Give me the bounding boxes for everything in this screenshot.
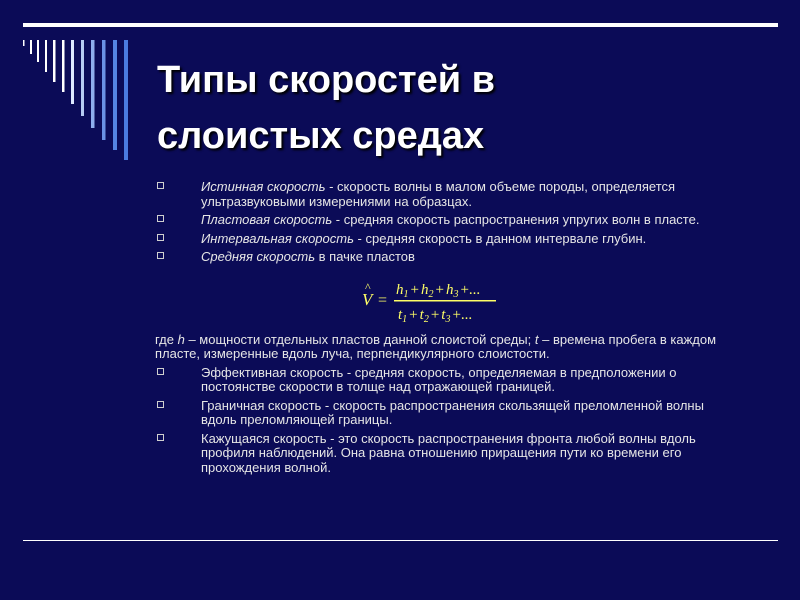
- bullet-interval-velocity: [155, 232, 735, 247]
- note-text: где: [155, 331, 178, 347]
- square-bullet-icon: [157, 215, 164, 222]
- formula-lhs: V: [362, 289, 373, 309]
- bullet-text: в пачке пластов: [315, 249, 415, 264]
- formula-row: [155, 269, 735, 327]
- formula-denominator: $t_1 + t_2 + t_3$ +...: [398, 306, 473, 325]
- bullet-true-velocity: [155, 180, 735, 209]
- formula-lhs-hat: ^: [365, 279, 371, 294]
- bullet-text: Эффективная скорость - средняя скорость, определяемая в предположении о постоянстве скорости в толще над отражающей границей.: [201, 364, 677, 394]
- bullet-term: Пластовая скорость: [201, 212, 333, 227]
- bullet-term: Истинная скорость: [201, 179, 326, 194]
- square-bullet-icon: [157, 234, 164, 241]
- bullet-layer-velocity: [155, 213, 735, 228]
- bullet-term: Средняя скорость: [201, 249, 316, 264]
- note-text: – времена пробега в каждом пласте, измеренные вдоль луча, перпендикулярного слоистости.: [155, 331, 717, 361]
- square-bullet-icon: [157, 434, 164, 441]
- note-symbol-h: h: [177, 331, 185, 347]
- square-bullet-icon: [157, 182, 164, 189]
- bullet-text: Кажущаяся скорость - это скорость распространения фронта любой волны вдоль профиля наблюдений. Она равна отношению приращения пути ко времени его прохождения волной.: [201, 430, 696, 475]
- average-velocity-formula: [358, 269, 508, 327]
- bullet-apparent-velocity: [155, 432, 735, 476]
- title-line-2: слоистых средах: [157, 115, 485, 157]
- formula-numerator: $h_1 + h_2 + h_3$ +...: [396, 281, 481, 300]
- title-line-1: Типы скоростей в: [157, 59, 496, 101]
- formula-fraction-bar: [394, 300, 496, 302]
- bullet-average-velocity: [155, 250, 735, 265]
- bullet-text: - скорость волны в малом объеме породы, определяется ультразвуковыми измерениями на образцах.: [201, 179, 676, 209]
- bullet-text: - средняя скорость в данном интервале глубин.: [353, 230, 647, 246]
- bullet-effective-velocity: [155, 366, 735, 395]
- top-divider: [23, 23, 778, 27]
- square-bullet-icon: [157, 401, 164, 408]
- formula-equals: =: [378, 291, 388, 309]
- square-bullet-icon: [157, 368, 164, 375]
- bullet-boundary-velocity: [155, 399, 735, 428]
- bullet-term: Интервальная скорость: [201, 230, 354, 246]
- bullet-text: - средняя скорость распространения упругих волн в пласте.: [332, 212, 700, 227]
- bottom-divider: [23, 540, 778, 541]
- slide-content: [155, 180, 735, 479]
- note-text: – мощности отдельных пластов данной слоистой среды;: [184, 331, 535, 347]
- bullet-text: Граничная скорость - скорость распространения скользящей преломленной волны вдоль преломляющей границы.: [201, 397, 704, 427]
- slide-title: [157, 52, 717, 164]
- square-bullet-icon: [157, 252, 164, 259]
- note-symbol-t: t: [534, 331, 539, 347]
- formula-explanation: [155, 333, 735, 362]
